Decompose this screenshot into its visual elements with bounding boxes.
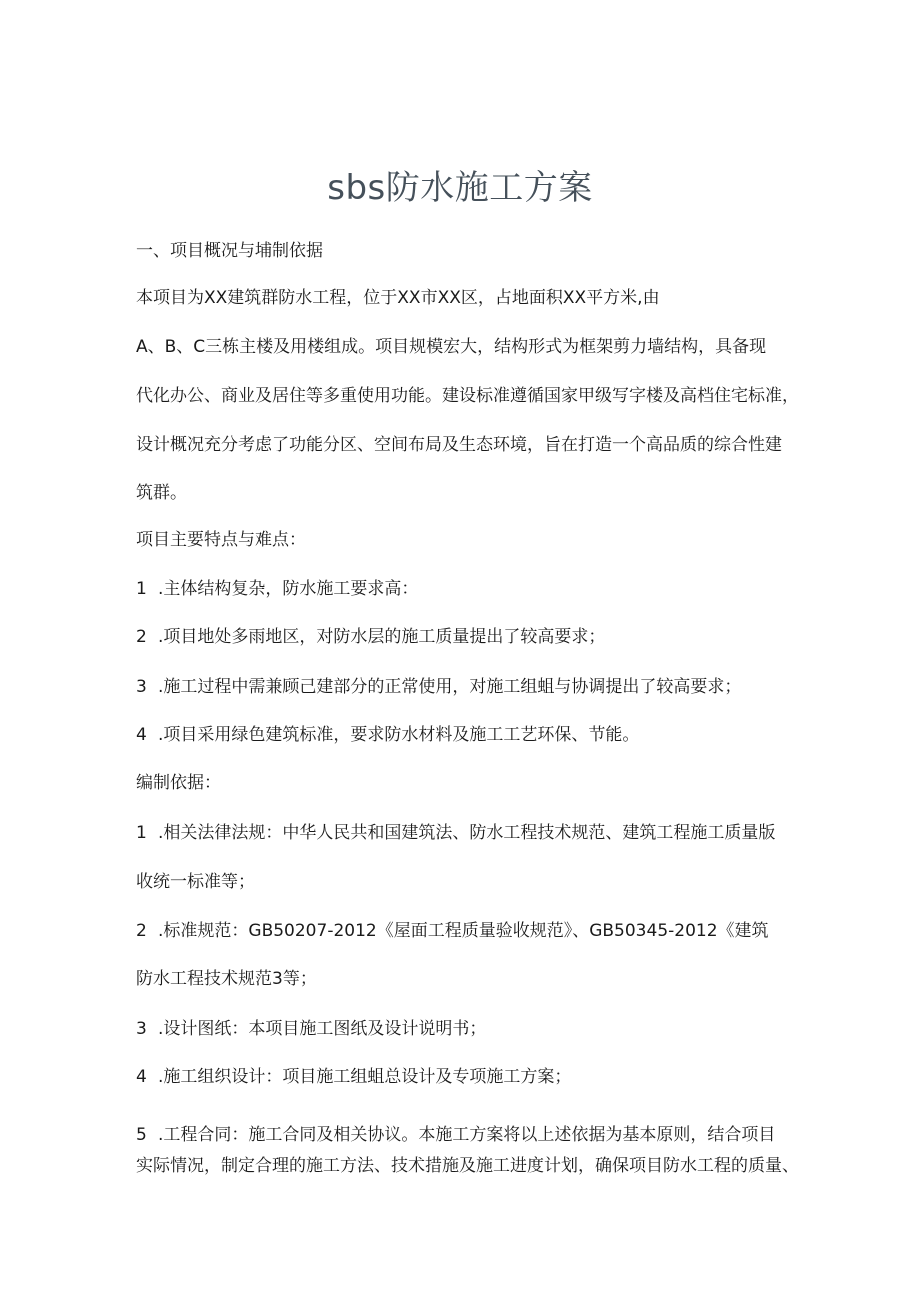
basis-text: .设计图纸：本项目施工图纸及设计说明书； <box>158 1019 487 1039</box>
basis-number: 2 <box>136 921 147 941</box>
feature-text: .主体结构复杂，防水施工要求高： <box>158 579 419 599</box>
basis-number: 5 <box>136 1125 147 1145</box>
basis-item <box>136 1018 486 1040</box>
basis-number: 3 <box>136 1019 147 1039</box>
basis-text: .标准规范：GB50207-2012《屋面工程质量验收规范》、GB50345-2012《建筑 <box>158 921 769 941</box>
feature-text: .项目采用绿色建筑标准，要求防水材料及施工工艺环保、节能。 <box>158 725 640 745</box>
intro-line-1: 本项目为XX建筑群防水工程，位于XX市XX区，占地面积XX平方米,由 <box>136 288 660 308</box>
basis-text: .工程合同：施工合同及相关协议。本施工方案将以上述依据为基本原则，结合项目 <box>158 1125 776 1145</box>
basis-item <box>136 1124 775 1146</box>
section-heading: 一、项目概况与埔制依据 <box>136 241 323 261</box>
feature-item <box>136 626 605 648</box>
feature-number: 2 <box>136 627 147 647</box>
basis-item <box>136 920 769 942</box>
feature-item <box>136 724 639 746</box>
basis-number: 4 <box>136 1067 147 1087</box>
feature-number: 4 <box>136 725 147 745</box>
feature-number: 1 <box>136 579 147 599</box>
feature-item <box>136 676 741 698</box>
basis-text: .相关法律法规：中华人民共和国建筑法、防水工程技术规范、建筑工程施工质量版 <box>158 823 776 843</box>
intro-line-3: 代化办公、商业及居住等多重使用功能。建设标准遵循国家甲级写字楼及高档住宅标准， <box>136 386 799 406</box>
document-title: sbs防水施工方案 <box>327 168 593 208</box>
basis-item <box>136 1066 571 1088</box>
basis-continuation: 实际情况，制定合理的施工方法、技术措施及施工进度计划，确保项目防水工程的质量、 <box>136 1156 799 1176</box>
basis-item <box>136 822 775 844</box>
feature-text: .项目地处多雨地区，对防水层的施工质量提出了较高要求； <box>158 627 606 647</box>
feature-text: .施工过程中需兼顾己建部分的正常使用，对施工组蛆与协调提出了较高要求； <box>158 677 742 697</box>
basis-continuation: 收统一标准等； <box>136 872 255 892</box>
intro-line-4: 设计概况充分考虑了功能分区、空间布局及生态环境，旨在打造一个高品质的综合性建 <box>136 435 782 455</box>
intro-line-5: 筑群。 <box>136 483 187 503</box>
intro-line-2: A、B、C三栋主楼及用楼组成。项目规模宏大，结构形式为框架剪力墙结构，具备现 <box>136 337 767 357</box>
basis-heading: 编制依据： <box>136 773 221 793</box>
basis-continuation: 防水工程技术规范3等； <box>136 969 317 989</box>
feature-number: 3 <box>136 677 147 697</box>
basis-text: .施工组织设计：项目施工组蛆总设计及专项施工方案； <box>158 1067 572 1087</box>
features-heading: 项目主要特点与难点： <box>136 530 306 550</box>
basis-number: 1 <box>136 823 147 843</box>
feature-item <box>136 578 418 600</box>
